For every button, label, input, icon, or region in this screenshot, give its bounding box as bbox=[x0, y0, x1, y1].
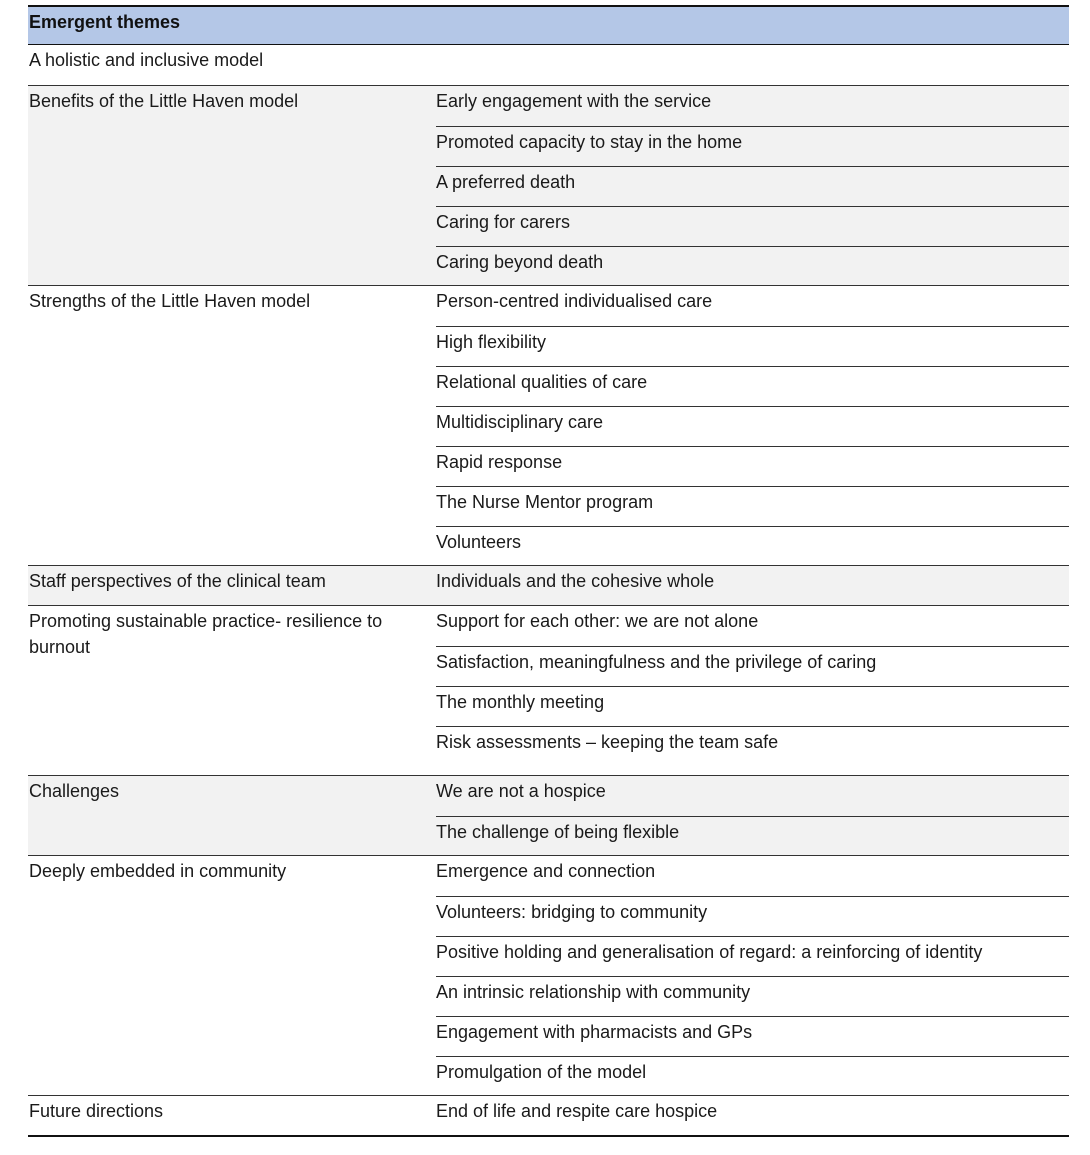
subtheme-item bbox=[436, 976, 1069, 1016]
subtheme-label: End of life and respite care hospice bbox=[436, 1101, 718, 1121]
subtheme-item bbox=[436, 896, 1069, 936]
subtheme-label: Person-centred individualised care bbox=[436, 291, 713, 311]
subtheme-item bbox=[436, 566, 1069, 606]
subtheme-item bbox=[436, 206, 1069, 246]
subtheme-item bbox=[436, 1016, 1069, 1056]
theme-label: Promoting sustainable practice- resilience to burnout bbox=[29, 611, 383, 657]
theme-row bbox=[28, 565, 1069, 605]
subtheme-label: Support for each other: we are not alone bbox=[436, 611, 759, 631]
theme-label: Benefits of the Little Haven model bbox=[29, 91, 299, 111]
subtheme-item bbox=[436, 686, 1069, 726]
subtheme-item bbox=[436, 446, 1069, 486]
subtheme-label: Early engagement with the service bbox=[436, 91, 712, 111]
theme-label: Staff perspectives of the clinical team bbox=[29, 571, 326, 591]
subtheme-item bbox=[436, 936, 1069, 976]
subtheme-item bbox=[436, 646, 1069, 686]
subtheme-label: We are not a hospice bbox=[436, 781, 606, 801]
table-bottom-rule bbox=[28, 1135, 1069, 1137]
theme-label: Deeply embedded in community bbox=[29, 861, 287, 881]
theme-label: Strengths of the Little Haven model bbox=[29, 291, 311, 311]
subtheme-item bbox=[436, 406, 1069, 446]
subtheme-label: Volunteers bbox=[436, 532, 522, 552]
subtheme-label: The monthly meeting bbox=[436, 692, 605, 712]
theme-label: Challenges bbox=[29, 781, 120, 801]
subtheme-item bbox=[436, 856, 1069, 896]
subtheme-label: Emergence and connection bbox=[436, 861, 656, 881]
subtheme-item bbox=[436, 1096, 1069, 1136]
subtheme-label: Positive holding and generalisation of regard: a reinforcing of identity bbox=[436, 942, 983, 962]
subtheme-item bbox=[436, 816, 1069, 856]
theme-row bbox=[28, 605, 1069, 775]
table-header bbox=[28, 5, 1069, 45]
subtheme-label: Risk assessments – keeping the team safe bbox=[436, 732, 779, 752]
subtheme-item bbox=[436, 286, 1069, 326]
subtheme-item bbox=[436, 526, 1069, 566]
subtheme-label: Engagement with pharmacists and GPs bbox=[436, 1022, 753, 1042]
subtheme-item bbox=[436, 326, 1069, 366]
theme-label: A holistic and inclusive model bbox=[29, 50, 264, 70]
subtheme-label: Promoted capacity to stay in the home bbox=[436, 132, 743, 152]
theme-row bbox=[28, 855, 1069, 1095]
theme-row bbox=[28, 775, 1069, 855]
theme-row bbox=[28, 85, 1069, 285]
theme-row bbox=[28, 1095, 1069, 1135]
subtheme-item bbox=[436, 366, 1069, 406]
theme-row bbox=[28, 285, 1069, 565]
header-label: Emergent themes bbox=[29, 12, 181, 32]
subtheme-item bbox=[436, 166, 1069, 206]
subtheme-item bbox=[436, 246, 1069, 286]
subtheme-label: Multidisciplinary care bbox=[436, 412, 604, 432]
subtheme-item bbox=[436, 776, 1069, 816]
subtheme-label: The challenge of being flexible bbox=[436, 822, 680, 842]
subtheme-label: Caring for carers bbox=[436, 212, 571, 232]
theme-label: Future directions bbox=[29, 1101, 164, 1121]
subtheme-label: A preferred death bbox=[436, 172, 576, 192]
subtheme-label: Relational qualities of care bbox=[436, 372, 648, 392]
subtheme-label: An intrinsic relationship with community bbox=[436, 982, 751, 1002]
subtheme-label: Satisfaction, meaningfulness and the privilege of caring bbox=[436, 652, 877, 672]
subtheme-item bbox=[436, 1056, 1069, 1096]
theme-row bbox=[28, 45, 1069, 85]
subtheme-label: Volunteers: bridging to community bbox=[436, 902, 708, 922]
subtheme-label: Promulgation of the model bbox=[436, 1062, 647, 1082]
subtheme-item bbox=[436, 726, 1069, 766]
subtheme-item bbox=[436, 486, 1069, 526]
subtheme-label: High flexibility bbox=[436, 332, 547, 352]
subtheme-item bbox=[436, 126, 1069, 166]
subtheme-item bbox=[436, 86, 1069, 126]
subtheme-label: Rapid response bbox=[436, 452, 563, 472]
subtheme-label: Individuals and the cohesive whole bbox=[436, 571, 715, 591]
subtheme-label: The Nurse Mentor program bbox=[436, 492, 654, 512]
subtheme-label: Caring beyond death bbox=[436, 252, 604, 272]
subtheme-item bbox=[436, 606, 1069, 646]
